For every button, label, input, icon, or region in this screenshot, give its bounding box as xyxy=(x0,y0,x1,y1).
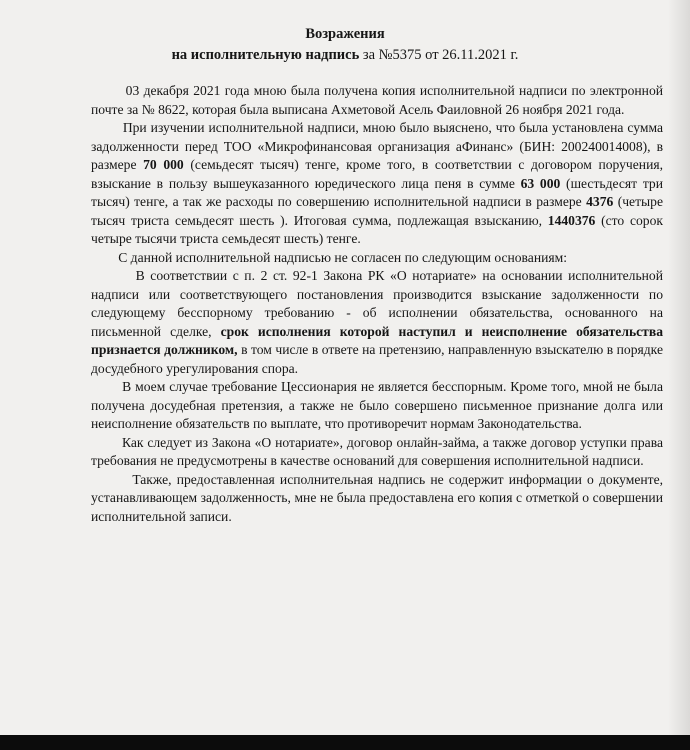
paragraph-1-text: 03 декабря 2021 года мною была получена копия исполнительной надписи по электронной почте за № 8622, которая была выписана Ахметовой Асель Фаиловной 26 ноября 2021 года. xyxy=(91,83,664,117)
paragraph-3 xyxy=(91,249,663,268)
document-title: Возражения xyxy=(305,26,385,42)
amount-expenses: 4376 xyxy=(586,194,614,209)
document-body xyxy=(91,82,663,526)
paragraph-5 xyxy=(91,378,663,434)
paragraph-7 xyxy=(91,471,663,527)
p2-text-1: При изучении исполнительной надписи, мною было выяснено, что была установлена сумма задолженности перед ТОО «Микрофинансовая организация аФинанс» (БИН: 200240014008), в размере xyxy=(91,120,663,172)
paragraph-4 xyxy=(91,267,663,378)
p2-text-4: (четыре тысяч триста семьдесят шесть ). Итоговая сумма, подлежащая взысканию, xyxy=(91,194,663,228)
p2-text-5: (сто сорок четыре тысячи триста семьдесят шесть) тенге. xyxy=(91,212,663,246)
paragraph-6-text: Как следует из Закона «О нотариате», договор онлайн-займа, а также договор уступки права требования не предусмотрены в качестве оснований для совершения исполнительной надписи. xyxy=(91,434,663,468)
paragraph-3-text: С данной исполнительной надписью не согласен по следующим основаниям: xyxy=(118,249,568,265)
paragraph-7-text: Также, предоставленная исполнительная надпись не содержит информации о документе, устанавливающем задолженность, мне не была предоставлена его копия с отметкой о совершении исполнительной записи. xyxy=(91,471,664,524)
paragraph-2 xyxy=(91,119,663,249)
subtitle-rest: за №5375 от 26.11.2021 г. xyxy=(359,47,519,63)
subtitle-bold: на исполнительную надпись xyxy=(171,47,360,63)
p2-text-3: (шестьдесят три тысяч) тенге, а так же расходы по совершению исполнительной надписи в размере xyxy=(91,175,663,209)
p4-bold-clause: срок исполнения которой наступил и неисполнение обязательства признается должником, xyxy=(91,323,663,357)
paragraph-5-text: В моем случае требование Цессионария не является бесспорным. Кроме того, мной не была получена досудебная претензия, а также не было совершено письменное признание долга или неисполнение обязательств по выплате, что противоречит нормам Законодательства. xyxy=(91,379,664,431)
p2-text-2: (семьдесят тысяч) тенге, кроме того, в соответствии с договором поручения, взыскание в пользу вышеуказанного юредического лица пеня в сумме xyxy=(91,157,663,191)
p4-text-1: В соответствии с п. 2 ст. 92-1 Закона РК «О нотариате» на основании исполнительной надписи или соответствующего постановления производится взыскание задолженности по следующему бесспорному требованию - об исполнении обязательства, основанного на письменной сделке, xyxy=(91,268,663,339)
paragraph-1 xyxy=(91,82,663,119)
p4-text-2: в том числе в ответе на претензию, направленную взыскателю в порядке досудебного урегулирования спора. xyxy=(91,342,663,376)
bottom-edge xyxy=(0,735,690,750)
amount-penalty: 63 000 xyxy=(520,175,561,191)
document-subtitle xyxy=(0,46,690,64)
amount-total: 1440376 xyxy=(547,212,596,228)
paragraph-6 xyxy=(91,434,663,471)
amount-principal: 70 000 xyxy=(143,157,184,172)
